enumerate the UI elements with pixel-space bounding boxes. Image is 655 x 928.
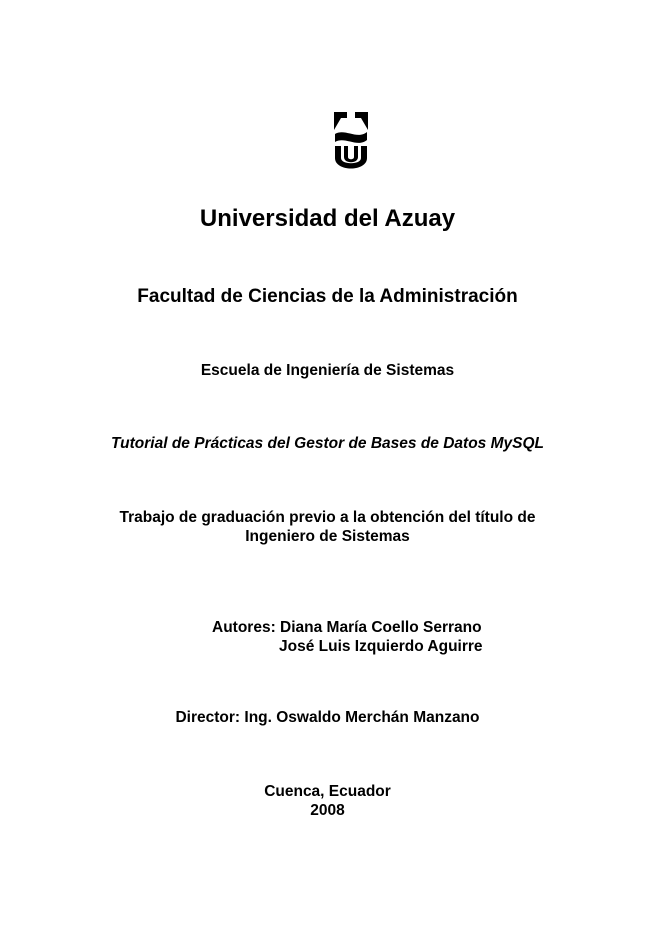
university-logo-icon	[331, 110, 371, 174]
authors-line-1: Autores: Diana María Coello Serrano	[212, 619, 482, 636]
director-name: Director: Ing. Oswaldo Merchán Manzano	[175, 709, 480, 726]
authors-block	[212, 618, 483, 656]
city: Cuenca, Ecuador	[264, 783, 391, 800]
graduation-line-1: Trabajo de graduación previo a la obtención del título de	[119, 509, 536, 526]
school-name: Escuela de Ingeniería de Sistemas	[200, 362, 455, 379]
thesis-title: Tutorial de Prácticas del Gestor de Bases de Datos MySQL	[110, 435, 544, 452]
year: 2008	[310, 802, 345, 819]
graduation-statement	[0, 508, 655, 546]
graduation-line-2: Ingeniero de Sistemas	[245, 528, 410, 545]
faculty-name: Facultad de Ciencias de la Administración	[137, 286, 518, 307]
place-and-date	[0, 782, 655, 820]
university-name: Universidad del Azuay	[199, 205, 456, 232]
authors-line-2: José Luis Izquierdo Aguirre	[279, 638, 483, 655]
